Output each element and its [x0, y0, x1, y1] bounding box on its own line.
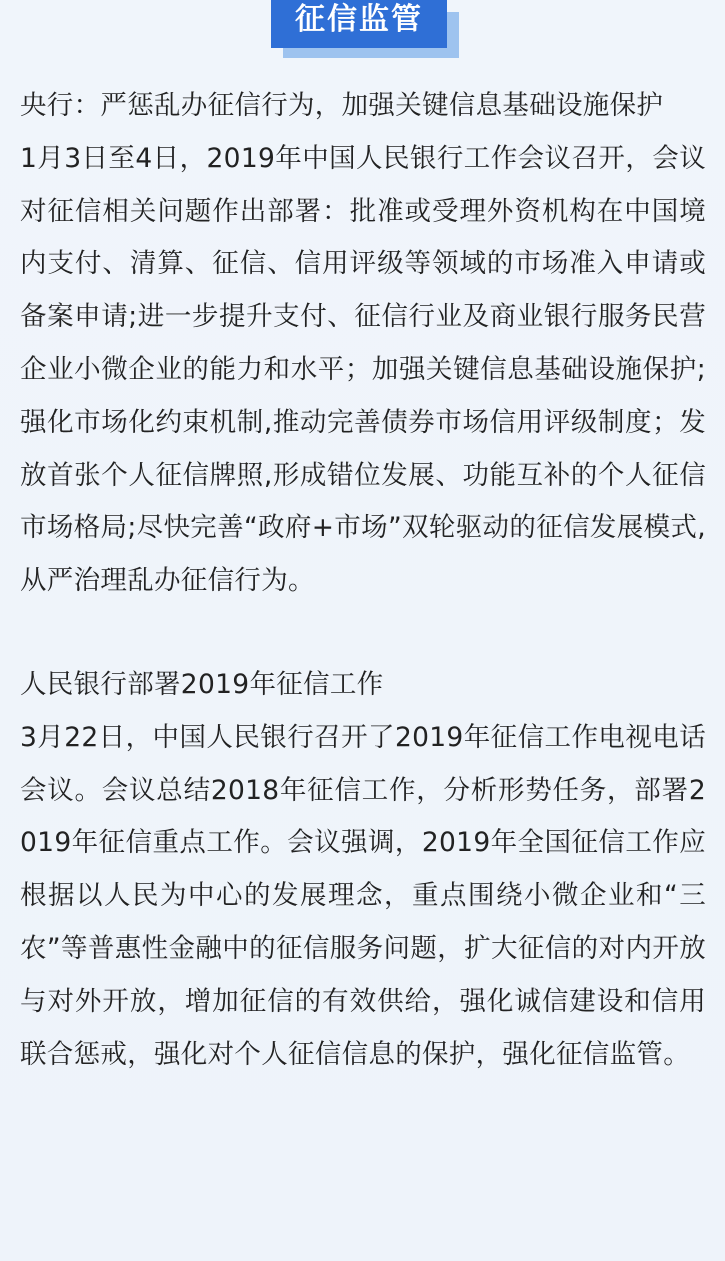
news-body-1: 1月3日至4日，2019年中国人民银行工作会议召开，会议对征信相关问题作出部署：批准或受理外资机构在中国境内支付、清算、征信、信用评级等领域的市场准入申请或备案申请;进一步提升支付、征信行业及商业银行服务民营企业小微企业的能力和水平；加强关键信息基础设施保护;强化市场化约束机制,推动完善债券市场信用评级制度；发放首张个人征信牌照,形成错位发展、功能互补的个人征信市场格局;尽快完善“政府+市场”双轮驱动的征信发展模式,从严治理乱办征信行为。: [20, 142, 706, 597]
section-header-label: 征信监管: [271, 0, 447, 48]
section-header-tag: [271, 0, 447, 50]
section-divider-space: [20, 608, 706, 659]
news-title-2: 人民银行部署2019年征信工作: [20, 668, 384, 700]
news-section-2: [20, 659, 706, 1081]
news-section-1: [20, 80, 706, 608]
news-body-2: 3月22日，中国人民银行召开了2019年征信工作电视电话会议。会议总结2018年征信工作，分析形势任务，部署2019年征信重点工作。会议强调，2019年全国征信工作应根据以人民为中心的发展理念，重点围绕小微企业和“三农”等普惠性金融中的征信服务问题，扩大征信的对内开放与对外开放，增加征信的有效供给，强化诚信建设和信用联合惩戒，强化对个人征信信息的保护，强化征信监管。: [20, 721, 706, 1070]
news-title-1: 央行：严惩乱办征信行为，加强关键信息基础设施保护: [20, 90, 664, 121]
article-content: [20, 80, 706, 1081]
